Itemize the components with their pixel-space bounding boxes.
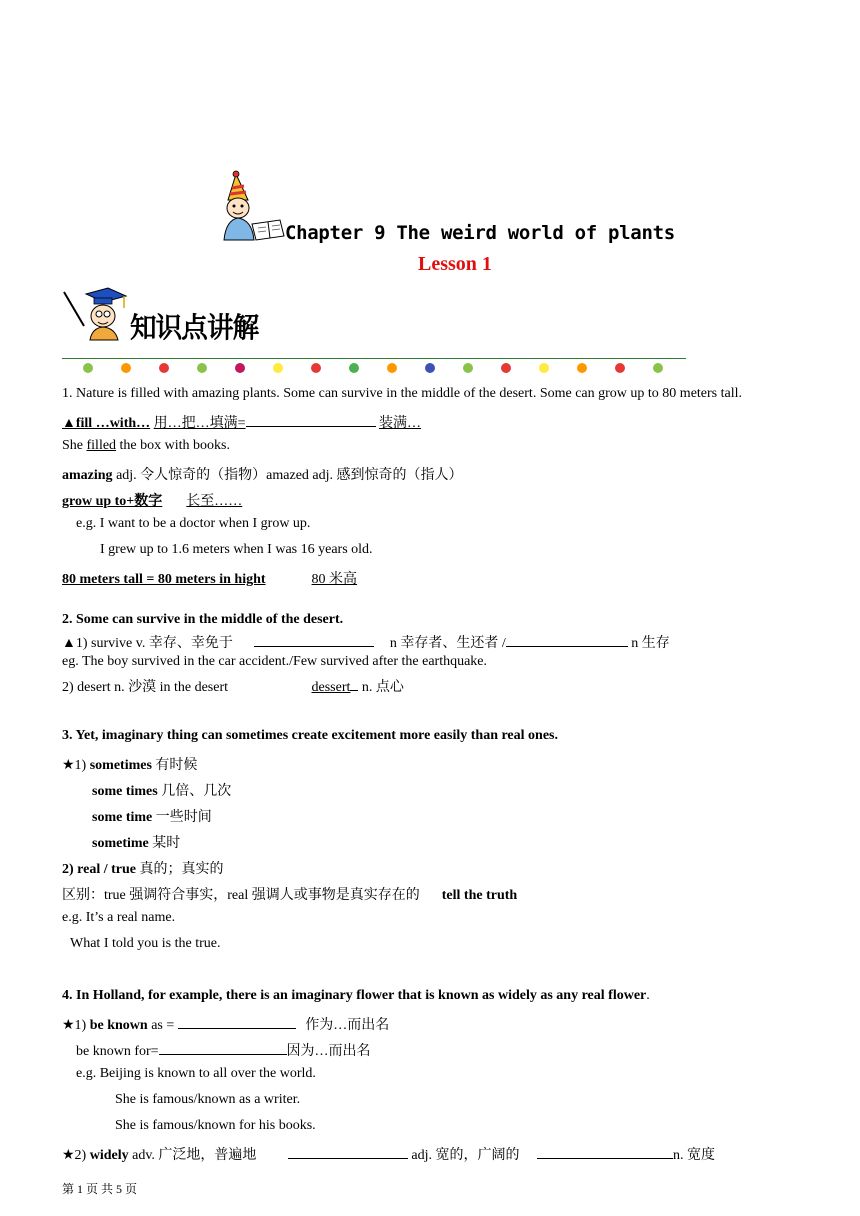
professor-with-pointer-icon	[62, 286, 128, 342]
point-3-heading: 3. Yet, imaginary thing can sometimes create excitement more easily than real ones.	[62, 728, 558, 743]
real-example: e.g. It’s a real name.	[62, 910, 176, 925]
be-known-for-note: be known for= 因为…而出名	[76, 1044, 371, 1059]
teacher-with-book-icon	[214, 170, 286, 244]
amazing-note: amazing adj. 令人惊奇的（指物）amazed adj. 感到惊奇的（指人）	[62, 468, 463, 483]
colored-dot-divider-icon	[78, 359, 678, 377]
grow-up-to-note: grow up to+数字 长至……	[62, 494, 243, 509]
survive-note: ▲1) survive v. 幸存、幸免于 n 幸存者、生还者 / n 生存	[62, 636, 670, 651]
fill-example: She filled the box with books.	[62, 438, 230, 453]
page-footer: 第 1 页 共 5 页	[62, 1182, 138, 1196]
section-heading: 知识点讲解	[130, 311, 259, 344]
real-true-difference: 区别：true 强调符合事实，real 强调人或事物是真实存在的 tell the truth	[62, 888, 518, 903]
true-example: What I told you is the true.	[70, 936, 221, 951]
widely-note: ★2) widely adv. 广泛地，普遍地 adj. 宽的，广阔的 n. 宽度	[62, 1148, 716, 1163]
be-known-example-3: She is famous/known for his books.	[115, 1118, 316, 1133]
survive-example: eg. The boy survived in the car accident./Few survived after the earthquake.	[62, 654, 488, 669]
be-known-example-2: She is famous/known as a writer.	[115, 1092, 301, 1107]
meters-tall-note: 80 meters tall = 80 meters in hight 80 米高	[62, 572, 358, 587]
desert-note: 2) desert n. 沙漠 in the desert dessert n. 点心	[62, 680, 404, 695]
point-2-heading: 2. Some can survive in the middle of the desert.	[62, 612, 344, 627]
real-true-note: 2) real / true 真的；真实的	[62, 862, 224, 877]
some-times-note: some times 几倍、几次	[92, 784, 232, 799]
be-known-example-1: e.g. Beijing is known to all over the world.	[76, 1066, 316, 1081]
some-time-note: some time 一些时间	[92, 810, 212, 825]
grow-up-example-1: e.g. I want to be a doctor when I grow up.	[76, 516, 311, 531]
chapter-title: Chapter 9 The weird world of plants	[285, 222, 675, 244]
grow-up-example-2: I grew up to 1.6 meters when I was 16 years old.	[100, 542, 373, 557]
sometimes-note: ★1) sometimes 有时候	[62, 758, 198, 773]
be-known-as-note: ★1) be known as = 作为…而出名	[62, 1018, 390, 1033]
sometime-note: sometime 某时	[92, 836, 181, 851]
fill-with-note: ▲fill …with… 用…把…填满= 装满…	[62, 416, 422, 431]
point-1-sentence: 1. Nature is filled with amazing plants. Some can survive in the middle of the desert. Some can grow up to 80 meters tall.	[62, 386, 743, 401]
point-4-heading: 4. In Holland, for example, there is an imaginary flower that is known as widely as any real flower.	[62, 988, 650, 1003]
lesson-title: Lesson 1	[418, 253, 492, 275]
